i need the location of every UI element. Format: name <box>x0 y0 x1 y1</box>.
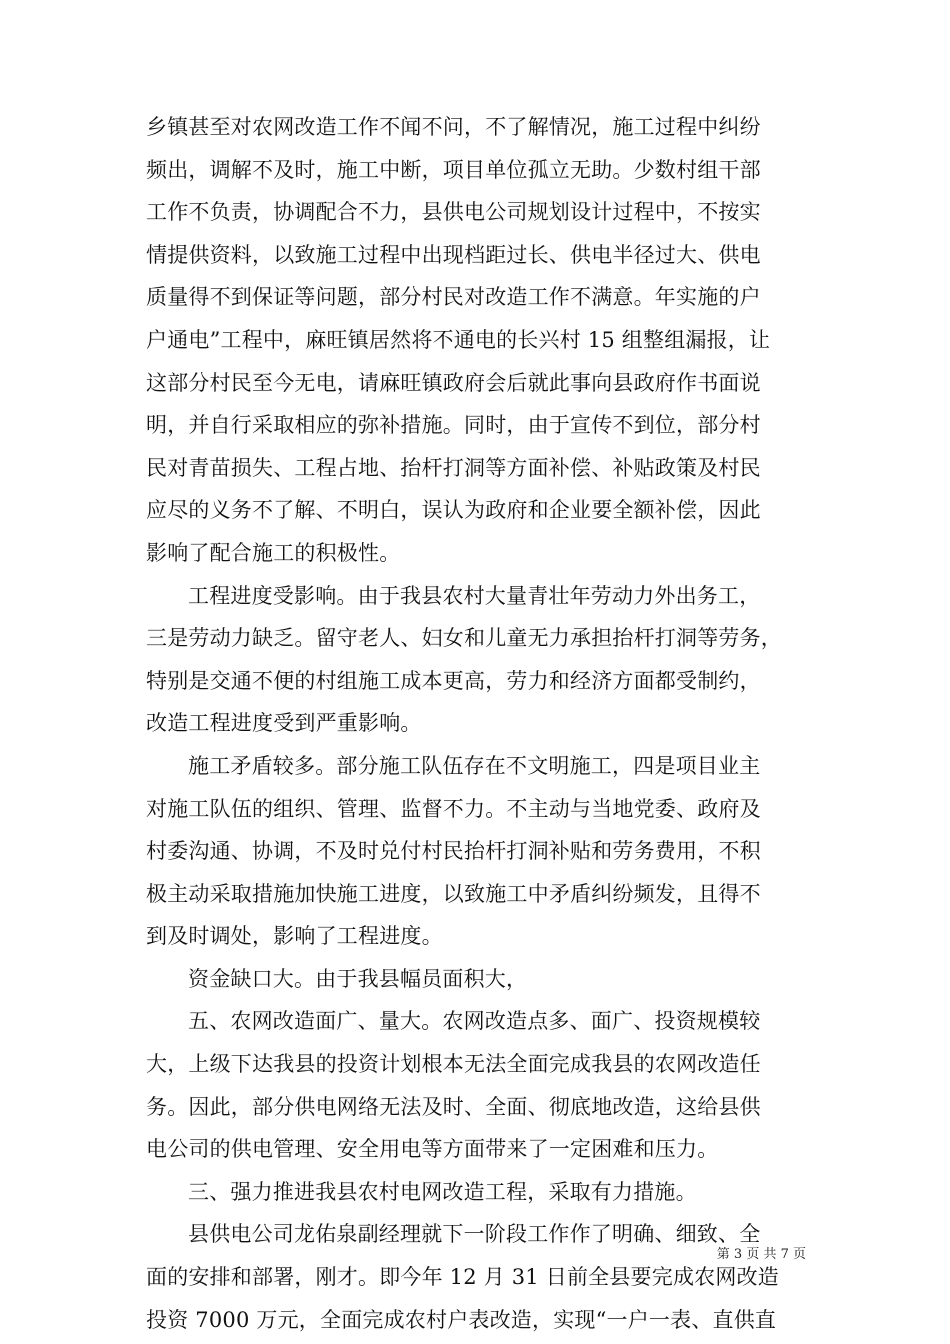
paragraph-6 <box>146 1171 810 1214</box>
text-line: 资金缺口大。由于我县幅员面积大， <box>188 966 528 991</box>
text-line: 民对青苗损失、工程占地、抬杆打洞等方面补偿、补贴政策及村民 <box>146 455 761 480</box>
text-line: 三是劳动力缺乏。留守老人、妇女和儿童无力承担抬杆打洞等劳务， <box>146 626 782 651</box>
text-line: 电公司的供电管理、安全用电等方面带来了一定困难和压力。 <box>146 1137 719 1162</box>
paragraph-4 <box>146 958 810 1001</box>
section-heading: 三、强力推进我县农村电网改造工程，采取有力措施。 <box>188 1179 697 1204</box>
text-line: 施工矛盾较多。部分施工队伍存在不文明施工，四是项目业主 <box>188 753 761 778</box>
paragraph-5 <box>146 1000 810 1170</box>
text-line: 这部分村民至今无电，请麻旺镇政府会后就此事向县政府作书面说 <box>146 370 761 395</box>
text-line: 极主动采取措施加快施工进度，以致施工中矛盾纠纷频发，且得不 <box>146 881 761 906</box>
text-line: 村委沟通、协调，不及时兑付村民抬杆打洞补贴和劳务费用，不积 <box>146 839 761 864</box>
text-line: 工程进度受影响。由于我县农村大量青壮年劳动力外出务工， <box>188 583 761 608</box>
text-line: 特别是交通不便的村组施工成本更高，劳力和经济方面都受制约， <box>146 668 761 693</box>
document-body <box>146 106 810 1341</box>
text-line: 县供电公司龙佑泉副经理就下一阶段工作作了明确、细致、全 <box>188 1222 761 1247</box>
text-line: 情提供资料，以致施工过程中出现档距过长、供电半径过大、供电 <box>146 242 761 267</box>
paragraph-3 <box>146 745 810 958</box>
text-line: 改造工程进度受到严重影响。 <box>146 711 422 736</box>
text-line: 明，并自行采取相应的弥补措施。同时，由于宣传不到位，部分村 <box>146 413 761 438</box>
text-line: 乡镇甚至对农网改造工作不闻不问，不了解情况，施工过程中纠纷 <box>146 115 761 139</box>
paragraph-1 <box>146 106 810 575</box>
page-number: 第 3 页 共 7 页 <box>716 1247 806 1262</box>
text-line: 质量得不到保证等问题，部分村民对改造工作不满意。年实施的户 <box>146 285 761 310</box>
text-line: 到及时调处，影响了工程进度。 <box>146 924 443 949</box>
text-line: 面的安排和部署，刚才。即今年 12 月 31 日前全县要完成农网改造 <box>146 1265 779 1290</box>
text-line: 影响了配合施工的积极性。 <box>146 540 401 565</box>
text-line: 对施工队伍的组织、管理、监督不力。不主动与当地党委、政府及 <box>146 796 761 821</box>
text-line: 户通电”工程中，麻旺镇居然将不通电的长兴村 15 组整组漏报，让 <box>146 327 771 352</box>
paragraph-7 <box>146 1213 810 1341</box>
text-line: 投资 7000 万元，全面完成农村户表改造，实现“一户一表、直供直 <box>146 1307 777 1332</box>
text-line: 五、农网改造面广、量大。农网改造点多、面广、投资规模较 <box>188 1009 761 1034</box>
text-line: 工作不负责，协调配合不力，县供电公司规划设计过程中，不按实 <box>146 200 761 225</box>
text-line: 务。因此，部分供电网络无法及时、全面、彻底地改造，这给县供 <box>146 1094 761 1119</box>
text-line: 大，上级下达我县的投资计划根本无法全面完成我县的农网改造任 <box>146 1052 761 1077</box>
text-line: 应尽的义务不了解、不明白，误认为政府和企业要全额补偿，因此 <box>146 498 761 523</box>
paragraph-2 <box>146 575 810 745</box>
text-line: 频出，调解不及时，施工中断，项目单位孤立无助。少数村组干部 <box>146 157 761 182</box>
